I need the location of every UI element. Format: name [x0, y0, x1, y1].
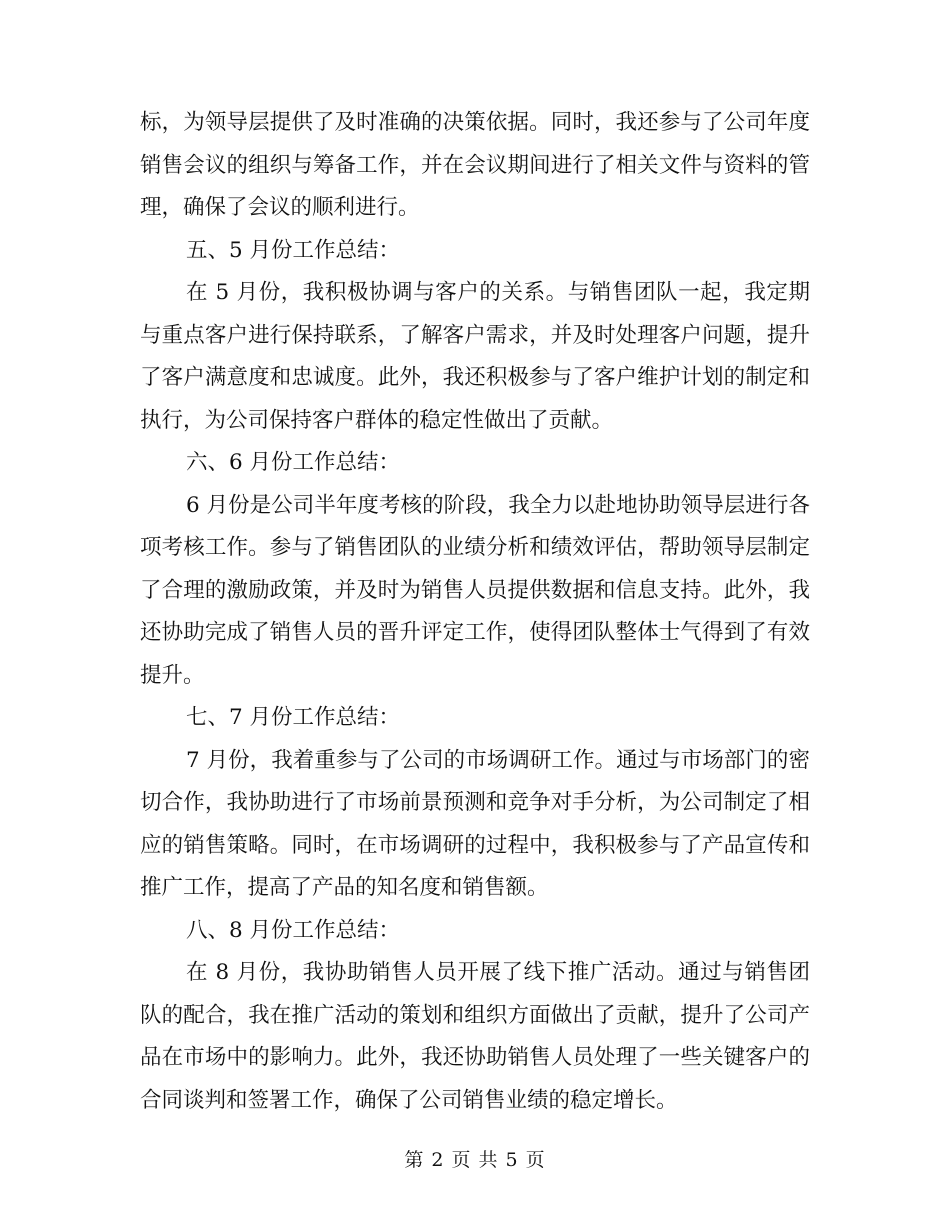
section-heading-may: 五、5 月份工作总结： [186, 237, 401, 263]
paragraph-july: 7 月份，我着重参与了公司的市场调研工作。通过与市场部门的密切合作，我协助进行了市场前景预测和竞争对手分析，为公司制定了相应的销售策略。同时，在市场调研的过程中，我积极参与了产品宣传和推广工作，提高了产品的知名度和销售额。 [140, 747, 810, 900]
section-heading-june: 六、6 月份工作总结： [186, 450, 401, 475]
paragraph-may: 在 5 月份，我积极协调与客户的关系。与销售团队一起，我定期与重点客户进行保持联系，了解客户需求，并及时处理客户问题，提升了客户满意度和忠诚度。此外，我还积极参与了客户维护计划的制定和执行，为公司保持客户群体的稳定性做出了贡献。 [140, 280, 810, 433]
section-heading-august: 八、8 月份工作总结： [186, 917, 401, 943]
paragraph-continued: 标，为领导层提供了及时准确的决策依据。同时，我还参与了公司年度销售会议的组织与筹备工作，并在会议期间进行了相关文件与资料的管理，确保了会议的顺利进行。 [140, 110, 810, 220]
section-heading-july: 七、7 月份工作总结： [186, 705, 401, 730]
document-body [140, 102, 810, 1122]
page-number-footer: 第 2 页 共 5 页 [404, 1149, 546, 1171]
paragraph-august: 在 8 月份，我协助销售人员开展了线下推广活动。通过与销售团队的配合，我在推广活动的策划和组织方面做出了贡献，提升了公司产品在市场中的影响力。此外，我还协助销售人员处理了一些关键客户的合同谈判和签署工作，确保了公司销售业绩的稳定增长。 [140, 960, 810, 1113]
paragraph-june: 6 月份是公司半年度考核的阶段，我全力以赴地协助领导层进行各项考核工作。参与了销售团队的业绩分析和绩效评估，帮助领导层制定了合理的激励政策，并及时为销售人员提供数据和信息支持。此外，我还协助完成了销售人员的晋升评定工作，使得团队整体士气得到了有效提升。 [140, 492, 810, 688]
